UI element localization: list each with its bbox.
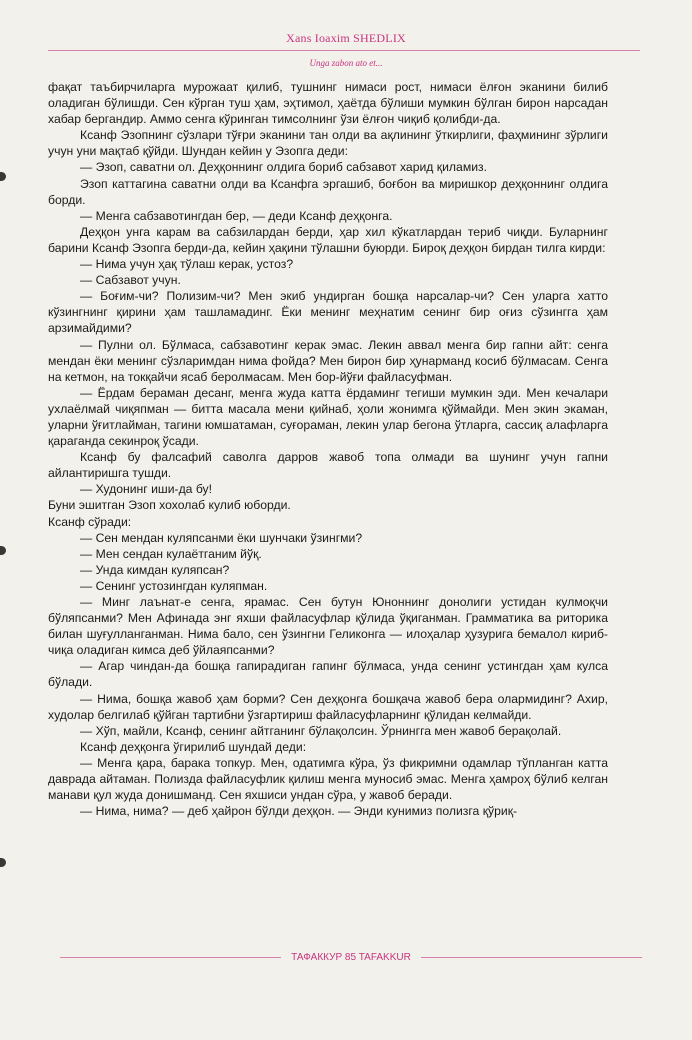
paragraph: — Нима учун ҳақ тўлаш керак, устоз? — [80, 257, 294, 272]
paragraph: Ксанф Эзопнинг сўзлари тўғри эканини тан олди ва ақлининг ўткирлиги, фаҳмининг зўрлиги учун уни мақтаб қўйди. Шундан кейин у Эзопга деди: — [48, 128, 608, 159]
running-header-subtitle: Unga zabon ato et... — [309, 58, 383, 68]
binder-hole — [0, 546, 6, 555]
paragraph: Ксанф сўради: — [48, 514, 132, 529]
paragraph: — Сабзавот учун. — [80, 273, 181, 288]
header-divider — [48, 50, 640, 51]
paragraph: — Менга сабзавотингдан бер, — деди Ксанф деҳқонга. — [80, 208, 393, 223]
article-body — [48, 79, 608, 819]
paragraph: — Агар чиндан-да бошқа гапирадиган гапинг бўлмаса, унда сенинг устингдан ҳам кулса бўлади. — [48, 659, 608, 690]
paragraph: — Менга қара, барака топкур. Мен, одатимга кўра, ўз фикримни одамлар тўпланган катта даврада айтаман. Полизда файласуфлик қилиш менга муносиб эмас. Менга ҳамроҳ бўлиб келган манави қул жуда донишманд. Сен яхшиси ундан сўра, у жавоб беради. — [48, 755, 608, 803]
paragraph: Ксанф деҳқонга ўгирилиб шундай деди: — [80, 739, 307, 754]
paragraph: фақат таъбирчиларга мурожаат қилиб, тушнинг нимаси рост, нимаси ёлғон эканини билиб оладиган бўлишди. Сен кўрган туш ҳам, эҳтимол, ҳаётда бўлиши мумкин бўлган бирон нарсадан хабар бергандир. Аммо сенга кўринган тимсолнинг ўзи ёлғон чиқиб қолибди-да. — [48, 80, 608, 127]
paragraph: — Мен сендан кулаётганим йўқ. — [80, 546, 262, 561]
paragraph: Буни эшитган Эзоп хохолаб кулиб юборди. — [48, 498, 291, 513]
paragraph: — Эзоп, саватни ол. Деҳқоннинг олдига бориб сабзавот харид қиламиз. — [80, 160, 487, 175]
paragraph: — Сенинг устозингдан куляпман. — [80, 578, 268, 593]
paragraph: Деҳқон унга карам ва сабзилардан берди, ҳар хил кўкатлардан териб чиқди. Буларнинг барини Ксанф Эзопга берди-да, кейин ҳақини тўлашни буюрди. Бироқ деҳқон бирдан тилга кирди: — [48, 224, 608, 255]
paragraph: — Пулни ол. Бўлмаса, сабзавотинг керак эмас. Лекин аввал менга бир гапни айт: сенга мендан ёки менинг сўзларимдан нима фойда? Мен бирон бир ҳунарманд косиб бўлмасам. Сенга на кетмон, на токқайчи ясаб беролмасам. Мен бор-йўғи файласуфман. — [48, 337, 608, 384]
page-footer — [60, 949, 642, 965]
paragraph: — Нима, бошқа жавоб ҳам борми? Сен деҳқонга бошқача жавоб бера олармидинг? Ахир, худолар белгилаб қўйган тартибни ўзгартириш файласуфларнинг қўлидан келмайди. — [48, 691, 608, 722]
paragraph: — Худонинг иши-да бу! — [80, 482, 213, 497]
paragraph: — Минг лаънат-е сенга, ярамас. Сен бутун Юноннинг донолиги устидан кулмоқчи бўляпсанми? Мен Афинада энг яхши файласуфлар қўлида ўқиганман. Грамматика ва риторика билан шуғулланганман. Нима бало, сен ўзингни Геликонга — илоҳалар ҳузурига бемалол кириб-чиқа оладиган кимса деб ўйлаяпсанми? — [48, 595, 608, 658]
paragraph: — Сен мендан куляпсанми ёки шунчаки ўзингми? — [80, 530, 363, 545]
footer-rule-left — [60, 957, 281, 958]
footer-rule-right — [421, 957, 642, 958]
paragraph: — Хўп, майли, Ксанф, сенинг айтганинг бўлақолсин. Ўрнингга мен жавоб берақолай. — [80, 723, 562, 738]
paragraph: — Нима, нима? — деб ҳайрон бўлди деҳқон. — Энди кунимиз полизга қўриқ- — [80, 804, 518, 819]
paragraph: — Боғим-чи? Полизим-чи? Мен экиб ундирган бошқа нарсалар-чи? Сен уларга хатто кўзингнинг қирини ҳам ташламадинг. Ёки менинг меҳнатим сенинг бир оғиз сўзингга ҳам арзимайдими? — [48, 289, 608, 336]
paragraph: — Унда кимдан куляпсан? — [80, 562, 230, 577]
running-header-title: Xans Ioaxim SHEDLIX — [286, 31, 406, 45]
paragraph: Ксанф бу фалсафий саволга дарров жавоб топа олмади ва шунинг учун гапни айлантиришга тушди. — [48, 450, 608, 481]
paragraph: Эзоп каттагина саватни олди ва Ксанфга эргашиб, боғбон ва миришкор деҳқоннинг олдига борди. — [48, 176, 608, 207]
binder-hole — [0, 172, 6, 181]
footer-text: ТАФАККУР 85 TAFAKKUR — [291, 951, 411, 963]
paragraph: — Ёрдам бераман десанг, менга жуда катта ёрдаминг тегиши мумкин эди. Мен кечалари ухлаёлмай чиқяпман — битта масала мени қийнаб, ҳоли жонимга қўймайди. Мен экин экаман, уларни ўғитлайман, тагини юмшатаман, суғораман, лекин улар бегона ўтларга, сассиқ алафларга қараганда секинроқ ўсади. — [48, 385, 608, 449]
binder-hole — [0, 858, 6, 867]
